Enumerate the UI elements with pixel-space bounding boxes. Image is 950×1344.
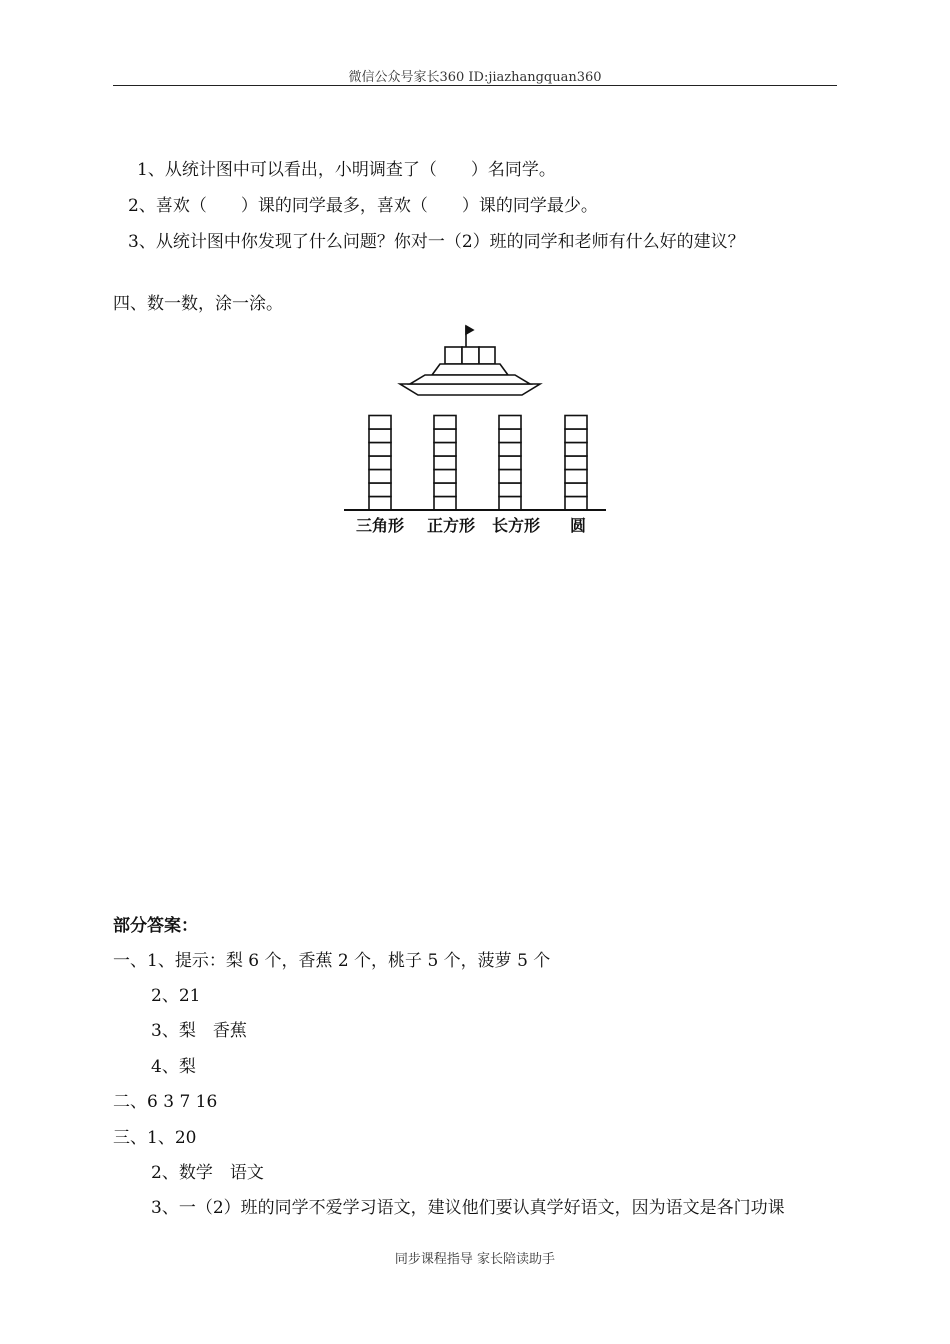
answer-line: 一、1、提示：梨 6 个，香蕉 2 个，桃子 5 个，菠萝 5 个 bbox=[113, 951, 551, 971]
grid-cell[interactable] bbox=[434, 416, 456, 430]
category-label: 圆 bbox=[569, 516, 587, 535]
answer-line: 三、1、20 bbox=[113, 1128, 197, 1148]
category-label: 正方形 bbox=[426, 516, 476, 535]
grid-cell[interactable] bbox=[565, 456, 587, 470]
answer-line: 3、一（2）班的同学不爱学习语文，建议他们要认真学好语文，因为语文是各门功课 bbox=[151, 1198, 785, 1218]
grid-cell[interactable] bbox=[434, 456, 456, 470]
grid-cell[interactable] bbox=[434, 497, 456, 511]
grid-cell[interactable] bbox=[565, 416, 587, 430]
page-header: 微信公众号家长360 ID:jiazhangquan360 bbox=[348, 70, 602, 85]
grid-cell[interactable] bbox=[369, 456, 391, 470]
grid-cell[interactable] bbox=[499, 497, 521, 511]
ship-cabin-block bbox=[462, 347, 479, 364]
ship-cabin-block bbox=[445, 347, 462, 364]
answer-line: 3、梨 香蕉 bbox=[151, 1021, 247, 1041]
ship-flag bbox=[466, 326, 473, 334]
answer-line: 2、数学 语文 bbox=[151, 1163, 264, 1183]
coloring-figure bbox=[340, 320, 620, 540]
question-2: 2、喜欢（ ）课的同学最多，喜欢（ ）课的同学最少。 bbox=[128, 196, 598, 216]
grid-cell[interactable] bbox=[369, 497, 391, 511]
grid-cell[interactable] bbox=[565, 483, 587, 497]
grid-cell[interactable] bbox=[369, 429, 391, 443]
grid-cell[interactable] bbox=[499, 416, 521, 430]
grid-cell[interactable] bbox=[434, 429, 456, 443]
grid-cell[interactable] bbox=[565, 497, 587, 511]
ship-hull bbox=[400, 384, 540, 395]
category-label: 三角形 bbox=[355, 516, 405, 535]
answer-line: 2、21 bbox=[151, 986, 201, 1006]
grid-cell[interactable] bbox=[369, 483, 391, 497]
section-4-title: 四、数一数，涂一涂。 bbox=[113, 294, 283, 314]
grid-cell[interactable] bbox=[499, 483, 521, 497]
answer-line: 4、梨 bbox=[151, 1057, 196, 1077]
grid-cell[interactable] bbox=[499, 443, 521, 457]
ship-upper-deck bbox=[432, 364, 508, 375]
grid-cell[interactable] bbox=[565, 429, 587, 443]
grid-cell[interactable] bbox=[434, 470, 456, 484]
columns bbox=[369, 416, 587, 511]
header-divider bbox=[113, 85, 837, 86]
ship-illustration bbox=[400, 326, 540, 395]
question-3: 3、从统计图中你发现了什么问题？你对一（2）班的同学和老师有什么好的建议？ bbox=[128, 232, 745, 252]
grid-cell[interactable] bbox=[369, 443, 391, 457]
grid-cell[interactable] bbox=[369, 470, 391, 484]
ship-cabin-block bbox=[479, 347, 495, 364]
grid-cell[interactable] bbox=[565, 470, 587, 484]
grid-cell[interactable] bbox=[499, 429, 521, 443]
grid-cell[interactable] bbox=[434, 483, 456, 497]
grid-cell[interactable] bbox=[434, 443, 456, 457]
ship-deck bbox=[410, 375, 530, 384]
grid-cell[interactable] bbox=[499, 470, 521, 484]
answers-title: 部分答案： bbox=[113, 916, 198, 936]
category-label: 长方形 bbox=[491, 516, 541, 535]
grid-cell[interactable] bbox=[369, 416, 391, 430]
question-1: 1、从统计图中可以看出，小明调查了（ ）名同学。 bbox=[137, 160, 556, 180]
grid-cell[interactable] bbox=[565, 443, 587, 457]
answer-line: 二、6 3 7 16 bbox=[113, 1092, 218, 1112]
grid-cell[interactable] bbox=[499, 456, 521, 470]
page-footer: 同步课程指导 家长陪读助手 bbox=[394, 1252, 556, 1267]
